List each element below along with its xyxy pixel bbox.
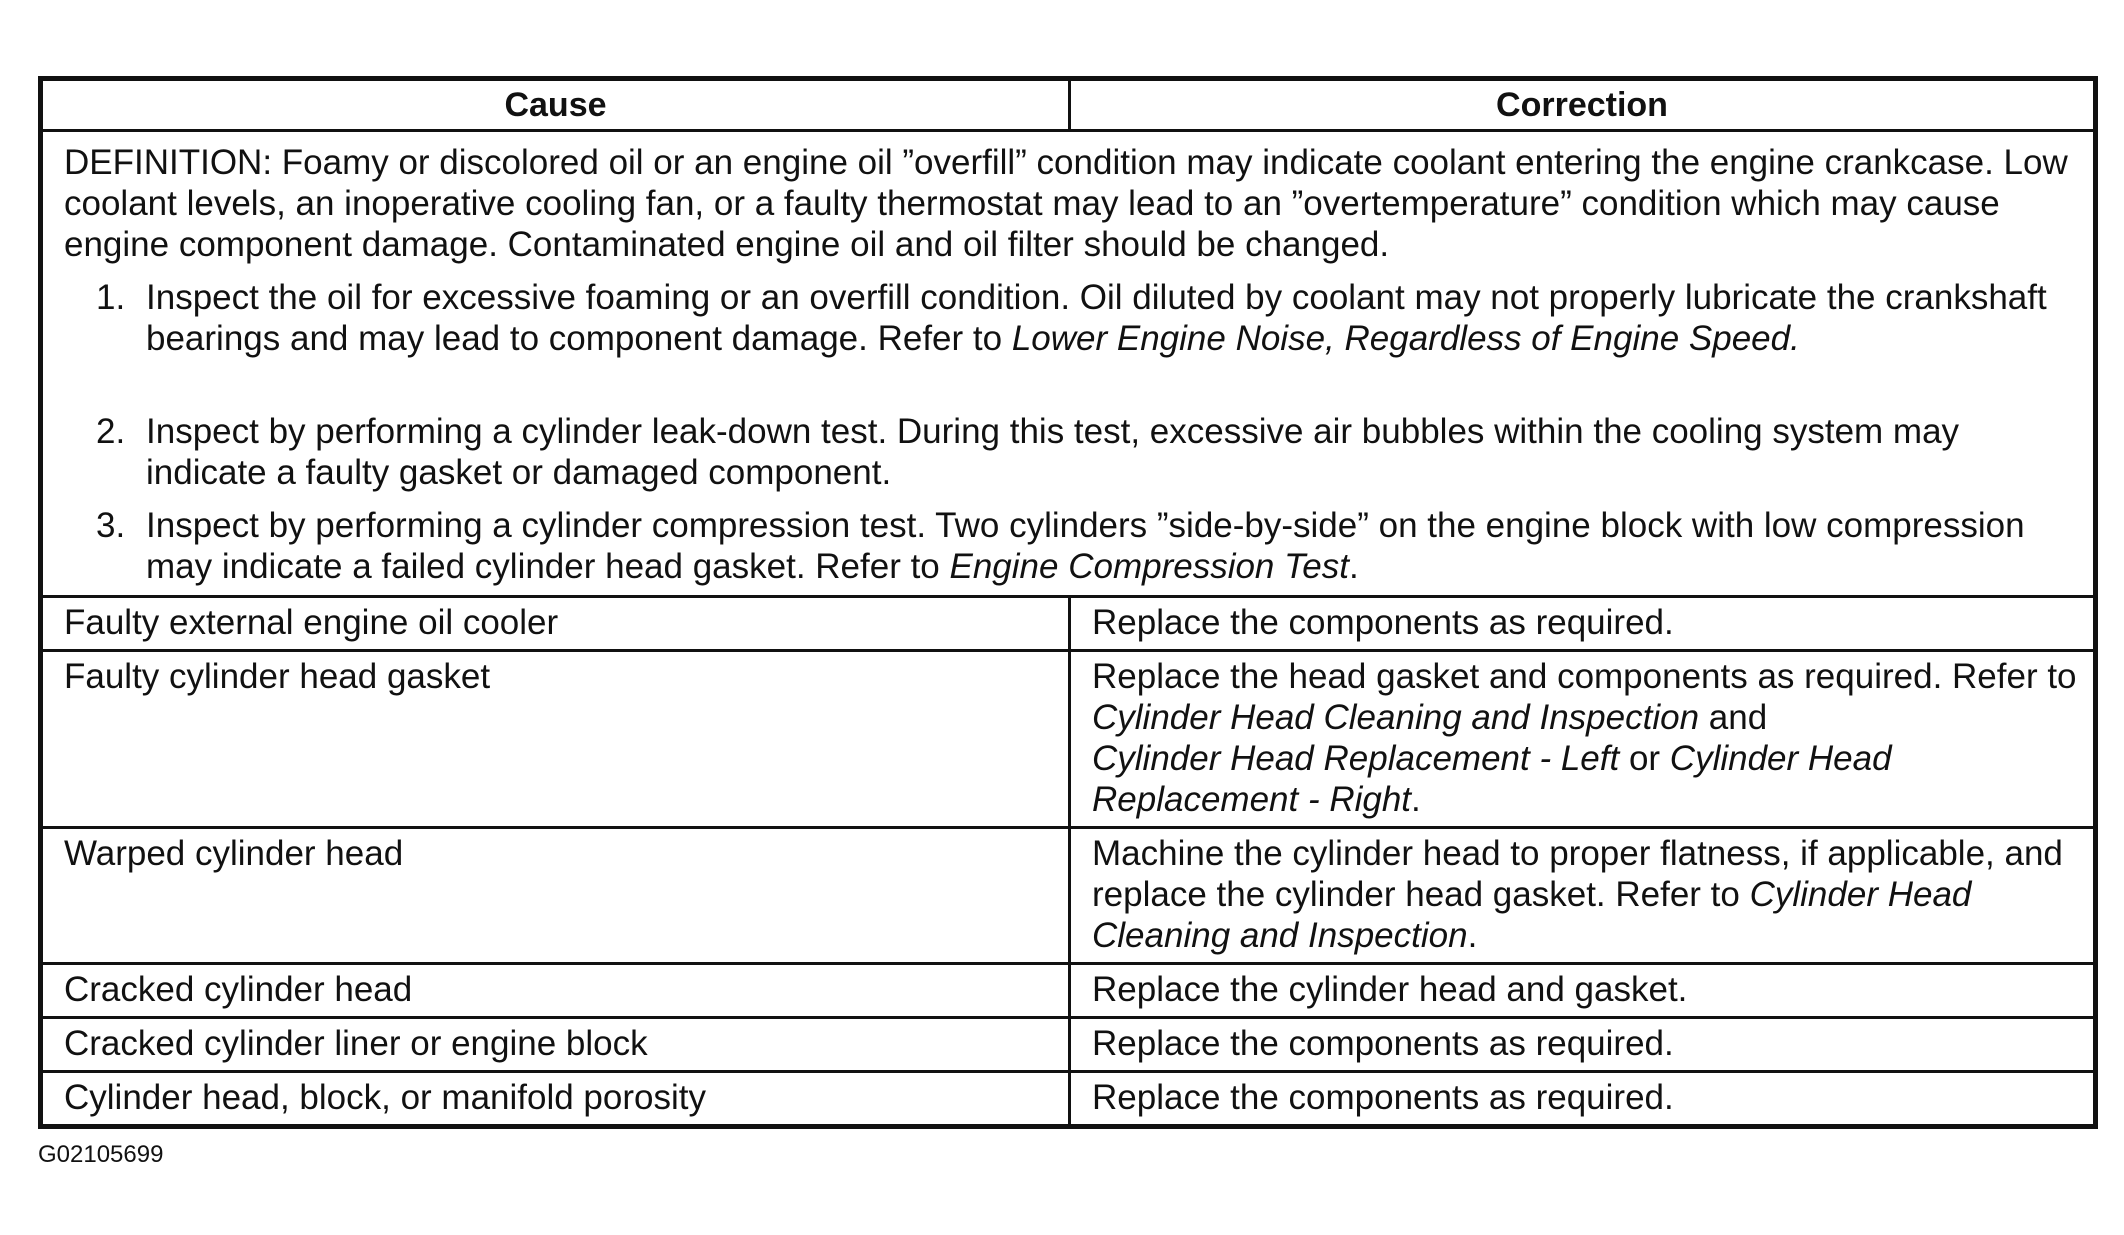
step-text: Inspect the oil for excessive foaming or an overfill condition. Oil diluted by coolant may not properly lubricate the crankshaft bearings and may lead to component damage. Refer to [146, 278, 2047, 358]
correction-column-header: Correction [1070, 79, 2096, 131]
inspection-steps [64, 277, 2079, 587]
correction-text: Replace the head gasket and components as required. Refer to [1092, 657, 2077, 696]
cause-column-header: Cause [41, 79, 1070, 131]
step-number: 3. [96, 506, 126, 545]
correction-cell: Replace the components as required. [1070, 597, 2096, 651]
correction-text: and [1699, 698, 1768, 737]
step-text: Inspect by performing a cylinder compression test. Two cylinders ”side-by-side” on the engine block with low compression may indicate a failed cylinder head gasket. Refer to [146, 506, 2025, 586]
step-number: 1. [96, 278, 126, 317]
table-row [41, 1072, 2096, 1127]
step-reference: Engine Compression Test [949, 547, 1349, 586]
definition-row [41, 131, 2096, 597]
correction-cell [1070, 651, 2096, 828]
correction-cell: Replace the components as required. [1070, 1018, 2096, 1072]
cause-cell: Warped cylinder head [41, 828, 1070, 964]
step-reference: Lower Engine Noise, Regardless of Engine Speed. [1011, 319, 1800, 358]
step-text: Inspect by performing a cylinder leak-down test. During this test, excessive air bubbles within the cooling system may indicate a faulty gasket or damaged component. [146, 412, 1960, 492]
correction-text: or [1619, 739, 1670, 778]
table-row [41, 964, 2096, 1018]
correction-cell: Replace the cylinder head and gasket. [1070, 964, 2096, 1018]
table-row [41, 651, 2096, 828]
cause-cell: Cracked cylinder head [41, 964, 1070, 1018]
inspection-step [64, 411, 2079, 493]
table-row [41, 828, 2096, 964]
cause-correction-table [38, 76, 2098, 1129]
table-row [41, 597, 2096, 651]
step-text-end: . [1348, 547, 1359, 586]
cause-cell: Cracked cylinder liner or engine block [41, 1018, 1070, 1072]
figure-id-label: G02105699 [38, 1141, 164, 1168]
definition-cell [41, 131, 2096, 597]
inspection-step [64, 277, 2079, 359]
correction-reference: Cylinder Head Cleaning and Inspection [1092, 875, 1972, 955]
correction-reference: Cylinder Head Cleaning and Inspection [1092, 698, 1700, 737]
correction-reference: Cylinder Head Replacement - Right [1092, 739, 1892, 819]
cause-cell: Cylinder head, block, or manifold porosity [41, 1072, 1070, 1127]
definition-text: DEFINITION: Foamy or discolored oil or an engine oil ”overfill” condition may indicate coolant entering the engine crankcase. Low coolant levels, an inoperative cooling fan, or a faulty thermostat may lead to an ”overtemperature” condition which may cause engine component damage. Contaminated engine oil and oil filter should be changed. [64, 143, 2068, 264]
cause-cell: Faulty external engine oil cooler [41, 597, 1070, 651]
correction-text: . [1411, 780, 1421, 819]
step-number: 2. [96, 412, 126, 451]
correction-reference: Cylinder Head Replacement - Left [1092, 739, 1620, 778]
correction-text: Machine the cylinder head to proper flatness, if applicable, and replace the cylinder head gasket. Refer to [1092, 834, 2063, 914]
correction-text: . [1467, 916, 1478, 955]
cause-cell: Faulty cylinder head gasket [41, 651, 1070, 828]
correction-cell [1070, 828, 2096, 964]
correction-cell: Replace the components as required. [1070, 1072, 2096, 1127]
inspection-step [64, 505, 2079, 587]
table-header-row [41, 79, 2096, 131]
table-row [41, 1018, 2096, 1072]
